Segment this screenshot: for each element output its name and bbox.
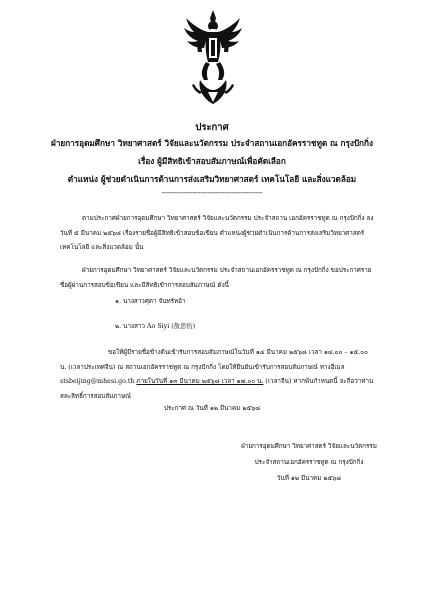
announcement-date: ประกาศ ณ วันที่ ๑๒ มีนาคม ๒๕๖๘ [163,405,261,412]
signature-organization: ฝ่ายการอุดมศึกษา วิทยาศาสตร์ วิจัยและนวัตกรรม [241,443,377,450]
garuda-emblem-icon [182,8,244,106]
heading-subject: เรื่อง ผู้มีสิทธิเข้าสอบสัมภาษณ์เพื่อคัดเลือก [138,156,286,166]
candidate-item: ๑. นางสาวศุดา จันทร์หอ้า [115,298,186,305]
paragraph-announcement: ฝ่ายการอุดมศึกษา วิทยาศาสตร์ วิจัยและนวัตกรรม ประจำสถานเอกอัครราชทูต ณ กรุงปักกิ่ง ขอประกาศรายชื่อผู้ผ่านการสอบข้อเขียน และมีสิทธิเข้าการสอบสัมภาษณ์ ดังนี้ [60,267,372,289]
heading-position: ตำแหน่ง ผู้ช่วยดำเนินการด้านการส่งเสริมวิทยาศาสตร์ เทคโนโลยี และสิ่งแวดล้อม [67,174,357,184]
deadline-underlined: ภายในวันที่ ๑๓ มีนาคม ๒๕๖๘ เวลา ๑๗.๐๐ น. [136,378,264,385]
candidate-item: ๒. นางสาว Ao Siyi (敖思怡) [115,323,196,330]
document-title: ประกาศ [195,122,229,133]
signature-date: วันที่ ๑๒ มีนาคม ๒๕๖๘ [276,475,342,482]
signature-embassy: ประจำสถานเอกอัครราชทูต ณ กรุงปักกิ่ง [254,459,364,466]
paragraph-instructions: ขอให้ผู้มีรายชื่อข้างต้นเข้ารับการสอบสัมภาษณ์ในวันที่ ๑๔ มีนาคม ๒๕๖๘ เวลา ๑๔.๐๐ – ๑๕.๐๐ น. (เวลาประเทศจีน) ณ สถานเอกอัครราชทูต ณ กรุงปักกิ่ง โดยให้ยืนยันเข้ารับการสอบสัมภาษณ์ ทางอีเมล stsbeijing@mhesi.go.th ภายในวันที่ ๑๓ มีนาคม ๒๕๖๘ เวลา ๑๗.๐๐ น. (เวลาจีน) หากพ้นกำหนดนี้ จะถือว่าท่านสละสิทธิ์การสอบสัมภาษณ์ [60,349,374,400]
paragraph-reference: ตามประกาศฝ่ายการอุดมศึกษา วิทยาศาสตร์ วิจัยและนวัตกรรม ประจำสถาน เอกอัครราชทูต ณ กรุงปักกิ่ง ลงวันที่ ๕ มีนาคม ๒๕๖๘ เรื่องรายชื่อผู้มีสิทธิเข้าสอบข้อเขียน ตำแหน่งผู้ช่วยดำเนินการด้านการส่งเสริมวิทยาศาสตร์ เทคโนโลยี และสิ่งแวดล้อม นั้น [60,215,374,251]
heading-organization: ฝ่ายการอุดมศึกษา วิทยาศาสตร์ วิจัยและนวัตกรรม ประจำสถานเอกอัครราชทูต ณ กรุงปักกิ่ง [51,138,373,148]
divider: ------------------------------------------ [161,188,263,197]
